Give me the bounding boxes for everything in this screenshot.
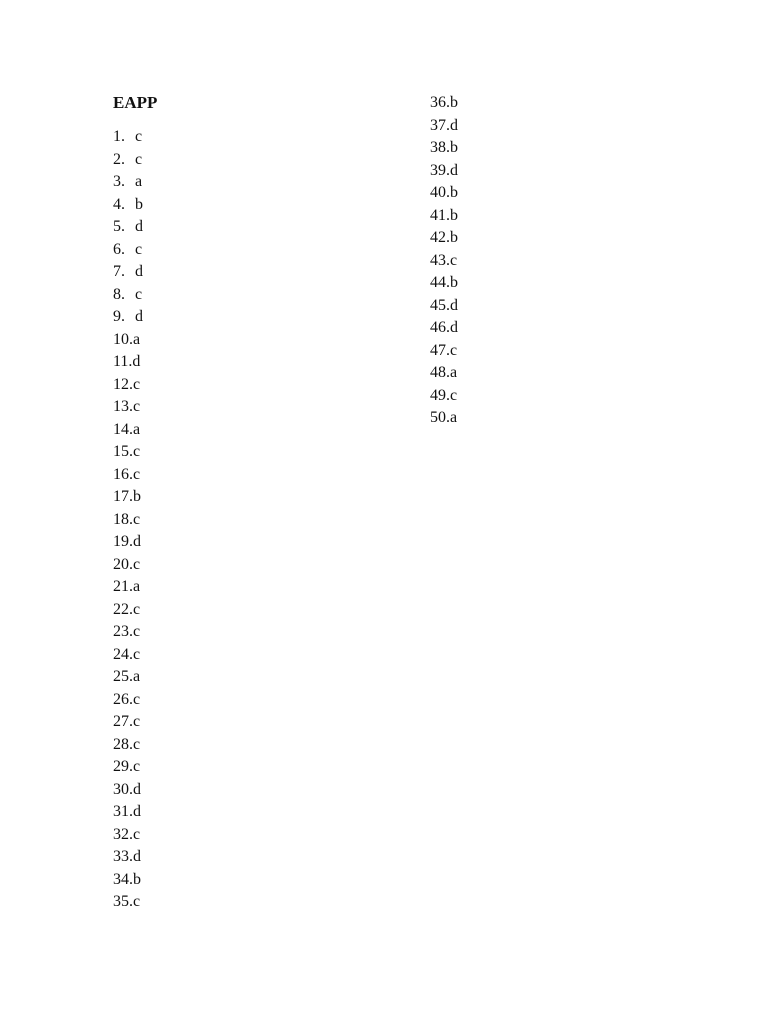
answer-number: 25.: [113, 668, 133, 685]
answer-letter: c: [133, 645, 141, 663]
answer-number: 7.: [113, 263, 125, 280]
answer-number: 26.: [113, 690, 133, 708]
answer-item: [113, 284, 143, 307]
answer-letter: c: [133, 398, 141, 415]
answer-letter: a: [135, 173, 143, 190]
answer-item: [113, 239, 143, 262]
answer-letter: b: [450, 94, 458, 111]
answer-number: 18.: [113, 510, 133, 528]
answer-item: [113, 666, 143, 689]
answer-number: 28.: [113, 735, 133, 753]
answer-letter: c: [135, 240, 143, 258]
answer-letter: c: [450, 341, 458, 359]
answer-number: 27.: [113, 713, 133, 730]
answer-letter: c: [133, 690, 141, 708]
answer-item: [430, 115, 458, 138]
answer-letter: c: [133, 555, 141, 573]
answer-number: 44.: [430, 274, 450, 291]
answer-letter: b: [133, 870, 141, 888]
answer-item: [113, 126, 143, 149]
answer-item: [113, 216, 143, 239]
answer-number: 21.: [113, 578, 133, 595]
answer-number: 31.: [113, 803, 133, 820]
answer-letter: a: [450, 409, 458, 426]
answer-list-left: [113, 126, 143, 914]
answer-item: [430, 340, 458, 363]
answer-number: 3.: [113, 173, 125, 190]
answer-number: 24.: [113, 645, 133, 663]
answer-item: [113, 734, 143, 757]
answer-number: 16.: [113, 465, 133, 483]
answer-number: 6.: [113, 240, 125, 258]
answer-item: [430, 272, 458, 295]
answer-letter: c: [133, 465, 141, 483]
answer-number: 45.: [430, 296, 450, 314]
answer-number: 43.: [430, 251, 450, 269]
answer-number: 14.: [113, 420, 133, 438]
answer-letter: c: [135, 150, 143, 168]
answer-number: 20.: [113, 555, 133, 573]
answer-letter: c: [450, 251, 458, 269]
answer-number: 23.: [113, 623, 133, 640]
answer-number: 33.: [113, 848, 133, 865]
answer-item: [113, 689, 143, 712]
answer-number: 34.: [113, 870, 133, 888]
answer-letter: c: [133, 510, 141, 528]
answer-item: [113, 351, 143, 374]
answer-number: 41.: [430, 206, 450, 224]
answer-number: 5.: [113, 218, 125, 235]
answer-number: 2.: [113, 150, 125, 168]
answer-item: [113, 329, 143, 352]
answer-number: 1.: [113, 128, 125, 145]
answer-item: [113, 194, 143, 217]
answer-item: [430, 92, 458, 115]
answer-number: 11.: [113, 353, 133, 370]
answer-letter: b: [450, 206, 458, 224]
answer-letter: c: [133, 713, 141, 730]
answer-number: 15.: [113, 443, 133, 460]
answer-letter: a: [133, 668, 141, 685]
answer-item: [113, 441, 143, 464]
answer-item: [113, 779, 143, 802]
answer-number: 49.: [430, 386, 450, 404]
answer-number: 47.: [430, 341, 450, 359]
answer-number: 42.: [430, 229, 450, 246]
answer-item: [113, 576, 143, 599]
answer-item: [113, 149, 143, 172]
answer-item: [113, 621, 143, 644]
answer-item: [113, 531, 143, 554]
answer-letter: c: [133, 375, 141, 393]
answer-item: [113, 509, 143, 532]
answer-letter: d: [450, 319, 458, 336]
answer-letter: d: [450, 296, 458, 314]
answer-letter: d: [133, 848, 141, 865]
answer-number: 12.: [113, 375, 133, 393]
answer-item: [430, 317, 458, 340]
answer-letter: d: [450, 161, 458, 179]
answer-letter: b: [450, 184, 458, 201]
answer-letter: b: [133, 488, 141, 505]
answer-letter: c: [133, 443, 141, 460]
answer-item: [113, 261, 143, 284]
answer-letter: d: [132, 353, 141, 370]
answer-item: [113, 419, 143, 442]
answer-number: 32.: [113, 825, 133, 843]
answer-item: [113, 306, 143, 329]
answer-item: [113, 374, 143, 397]
answer-list-right: [430, 92, 458, 430]
answer-number: 19.: [113, 533, 133, 550]
answer-number: 9.: [113, 308, 125, 325]
answer-letter: a: [450, 364, 458, 381]
answer-item: [430, 205, 458, 228]
answer-item: [430, 137, 458, 160]
answer-letter: c: [450, 386, 458, 404]
answer-number: 37.: [430, 116, 450, 134]
answer-letter: b: [450, 274, 458, 291]
answer-item: [113, 171, 143, 194]
answer-number: 13.: [113, 398, 133, 415]
answer-number: 36.: [430, 94, 450, 111]
answer-letter: d: [135, 263, 143, 280]
answer-item: [113, 644, 143, 667]
answer-number: 10.: [113, 330, 133, 348]
answer-letter: c: [133, 893, 141, 910]
answer-number: 48.: [430, 364, 450, 381]
answer-item: [430, 295, 458, 318]
answer-item: [113, 846, 143, 869]
answer-item: [113, 801, 143, 824]
answer-item: [113, 891, 143, 914]
answer-number: 38.: [430, 139, 450, 156]
answer-number: 30.: [113, 780, 133, 798]
answer-number: 17.: [113, 488, 133, 505]
answer-letter: b: [450, 229, 458, 246]
answer-letter: b: [135, 195, 143, 213]
answer-letter: d: [135, 218, 143, 235]
answer-item: [430, 160, 458, 183]
answer-letter: c: [133, 600, 141, 618]
answer-item: [113, 599, 143, 622]
answer-item: [113, 554, 143, 577]
answer-item: [113, 824, 143, 847]
answer-item: [430, 250, 458, 273]
answer-letter: a: [133, 578, 141, 595]
answer-number: 4.: [113, 195, 125, 213]
answer-item: [430, 182, 458, 205]
answer-letter: a: [133, 420, 141, 438]
answer-letter: d: [135, 308, 143, 325]
answer-letter: c: [135, 128, 143, 145]
answer-letter: a: [133, 330, 141, 348]
answer-number: 29.: [113, 758, 133, 775]
answer-item: [430, 407, 458, 430]
answer-letter: b: [450, 139, 458, 156]
answer-letter: c: [133, 623, 141, 640]
answer-item: [430, 227, 458, 250]
answer-number: 39.: [430, 161, 450, 179]
answer-item: [113, 711, 143, 734]
answer-number: 46.: [430, 319, 450, 336]
document-title: EAPP: [113, 93, 158, 112]
answer-number: 8.: [113, 285, 125, 303]
answer-item: [113, 464, 143, 487]
answer-item: [113, 756, 143, 779]
answer-item: [113, 486, 143, 509]
answer-letter: c: [135, 285, 143, 303]
answer-number: 35.: [113, 893, 133, 910]
answer-number: 50.: [430, 409, 450, 426]
answer-letter: d: [133, 803, 141, 820]
answer-letter: c: [133, 825, 141, 843]
answer-letter: d: [450, 116, 458, 134]
answer-letter: c: [133, 735, 141, 753]
answer-number: 40.: [430, 184, 450, 201]
answer-item: [430, 362, 458, 385]
answer-item: [113, 869, 143, 892]
answer-item: [113, 396, 143, 419]
answer-item: [430, 385, 458, 408]
answer-number: 22.: [113, 600, 133, 618]
answer-letter: c: [133, 758, 141, 775]
answer-letter: d: [133, 533, 141, 550]
answer-letter: d: [133, 780, 141, 798]
